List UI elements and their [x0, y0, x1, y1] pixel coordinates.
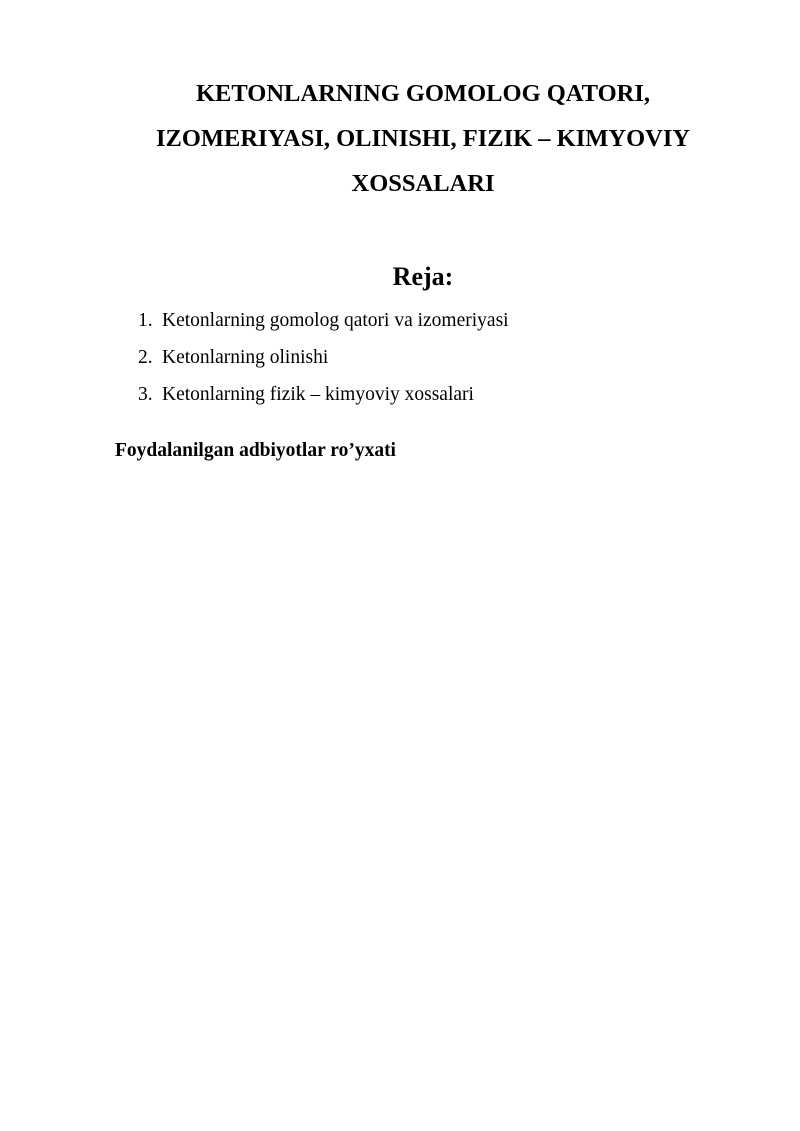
plan-item-number: 2. [138, 347, 153, 368]
plan-item-text: Ketonlarning olinishi [162, 347, 329, 368]
plan-item [138, 381, 509, 418]
document-title [100, 71, 746, 206]
title-line: KETONLARNING GOMOLOG QATORI, [196, 80, 650, 107]
plan-list [138, 307, 509, 418]
plan-item-text: Ketonlarning gomolog qatori va izomeriyasi [162, 310, 509, 331]
plan-item-number: 3. [138, 384, 153, 405]
title-line: IZOMERIYASI, OLINISHI, FIZIK – KIMYOVIY [155, 125, 691, 152]
plan-item [138, 344, 509, 381]
plan-item-number: 1. [138, 310, 153, 331]
plan-heading: Reja: [392, 262, 454, 291]
title-line: XOSSALARI [351, 170, 495, 197]
references-heading: Foydalanilgan adbiyotlar ro’yxati [115, 440, 396, 461]
plan-item-text: Ketonlarning fizik – kimyoviy xossalari [162, 384, 474, 405]
plan-item [138, 307, 509, 344]
